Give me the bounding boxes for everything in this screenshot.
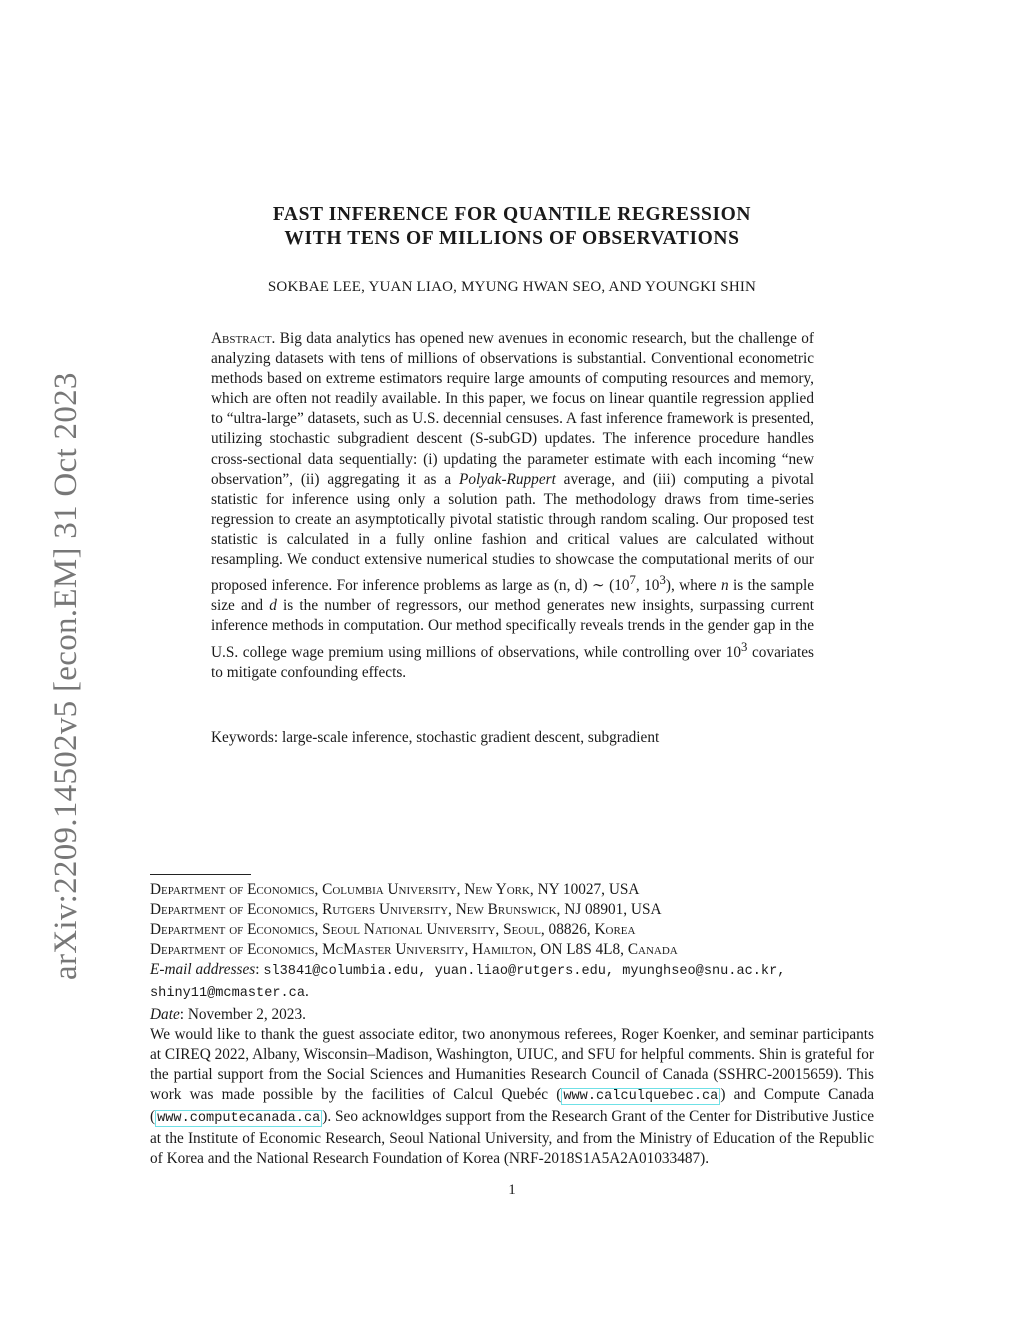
author-list: SOKBAE LEE, YUAN LIAO, MYUNG HWAN SEO, AND YOUNGKI SHIN [267, 279, 757, 295]
abstract-label: Abstract. [211, 330, 276, 347]
affiliation-2: Department of Economics, Rutgers University, New Brunswick, NJ 08901, USA [150, 901, 662, 919]
email-period: . [305, 983, 309, 1001]
abstract-text-2: average, and (iii) computing a pivotal statistic for inference using only a solution path. The methodology draws from time-series regression to create an asymptotically pivotal statistic through random scaling. Our proposed test statistic is calculated in a fully online fashion and critical values are calculated without resampling. We conduct extensive numerical studies to showcase the computational merits of our proposed inference. For inference problems as large as [211, 470, 814, 595]
title-line-1: FAST INFERENCE FOR QUANTILE REGRESSION [272, 204, 752, 225]
affiliation-3: Department of Economics, Seoul National University, Seoul, 08826, Korea [150, 921, 636, 939]
abstract-text-3c: is the number of regressors, our method generates new insights, surpassing current inference methods in computation. Our method specifically reveals trends in the gender gap in the U.S. college wage premium using millions of observations, while controlling over [211, 597, 814, 661]
paper-title [150, 203, 874, 251]
email-list-line-1: sl3841@columbia.edu, yuan.liao@rutgers.edu, myunghseo@snu.ac.kr, [263, 964, 786, 980]
ack-text-1: We would like to thank the guest associate editor, two anonymous referees, Roger Koenker, and seminar participants at CIREQ 2022, Albany, Wisconsin–Madison, Washington, UIUC, and SFU for helpful comments. Shin is grateful for the partial support from the Social Sciences and Humanities Research Council of Canada (SSHRC-20015659). This work was made possible by the facilities of Calcul Quebéc ( [150, 1025, 874, 1103]
math-d: d [269, 597, 277, 615]
abstract [211, 329, 814, 683]
affiliation-1: Department of Economics, Columbia University, New York, NY 10027, USA [150, 881, 640, 898]
arxiv-identifier-sidebar: arXiv:2209.14502v5 [econ.EM] 31 Oct 2023 [48, 372, 84, 980]
math-nd: (n, d) ∼ (10 [553, 577, 630, 595]
math-exp-7: 7 [629, 573, 636, 588]
date-line [150, 1005, 874, 1025]
math-exp-3b: 3 [741, 639, 748, 654]
ack-text-2: ) and Compute Canada ( [150, 1085, 874, 1126]
ack-text-3: ). Seo acknowldges support from the Research Grant of the Center for Distributive Justice at the Institute of Economic Research, Seoul National University, and from the Ministry of Education of the Republic of Korea and the National Research Foundation of Korea (NRF-2018S1A5A2A01033487). [150, 1108, 874, 1168]
math-close: ) [665, 577, 671, 595]
keywords: Keywords: large-scale inference, stochastic gradient descent, subgradient [211, 729, 660, 746]
math-ten: 10 [725, 643, 742, 661]
email-line-2 [150, 982, 874, 1004]
footnote-rule [150, 874, 251, 875]
math-n: n [720, 577, 729, 595]
affiliation-4: Department of Economics, McMaster University, Hamilton, ON L8S 4L8, Canada [150, 941, 678, 959]
email-list-line-2: shiny11@mcmaster.ca [150, 986, 305, 1002]
footnotes [150, 880, 874, 1169]
email-addresses [150, 960, 874, 982]
abstract-text-3b: is the sample size and [211, 577, 815, 615]
page-number: 1 [508, 1182, 516, 1198]
title-line-2: WITH TENS OF MILLIONS OF OBSERVATIONS [284, 228, 740, 249]
math-comma: , 10 [635, 577, 660, 595]
email-label: E-mail addresses [150, 961, 256, 979]
abstract-italic-term: Polyak-Ruppert [458, 470, 556, 488]
math-exp-3: 3 [659, 573, 666, 588]
acknowledgements [150, 1025, 874, 1170]
abstract-text-3a: , where [670, 577, 721, 595]
computecanada-link[interactable]: www.computecanada.ca [157, 1111, 321, 1127]
date-value: : November 2, 2023. [179, 1005, 306, 1023]
date-label: Date [150, 1005, 180, 1023]
abstract-text-1: Big data analytics has opened new avenues in economic research, but the challenge of analyzing datasets with tens of millions of observations is substantial. Conventional econometric methods based on extreme estimators require large amounts of computing resources and memory, which are often not readily available. In this paper, we focus on linear quantile regression applied to “ultra-large” datasets, such as U.S. decennial censuses. A fast inference framework is presented, utilizing stochastic subgradient descent (S-subGD) updates. The inference procedure handles cross-sectional data sequentially: (i) updating the parameter estimate with each incoming “new observation”, (ii) aggregating it as a [211, 330, 814, 488]
email-colon: : [255, 961, 264, 979]
abstract-text-4: covariates to mitigate confounding effects. [211, 643, 814, 681]
calculquebec-link[interactable]: www.calculquebec.ca [563, 1088, 719, 1104]
